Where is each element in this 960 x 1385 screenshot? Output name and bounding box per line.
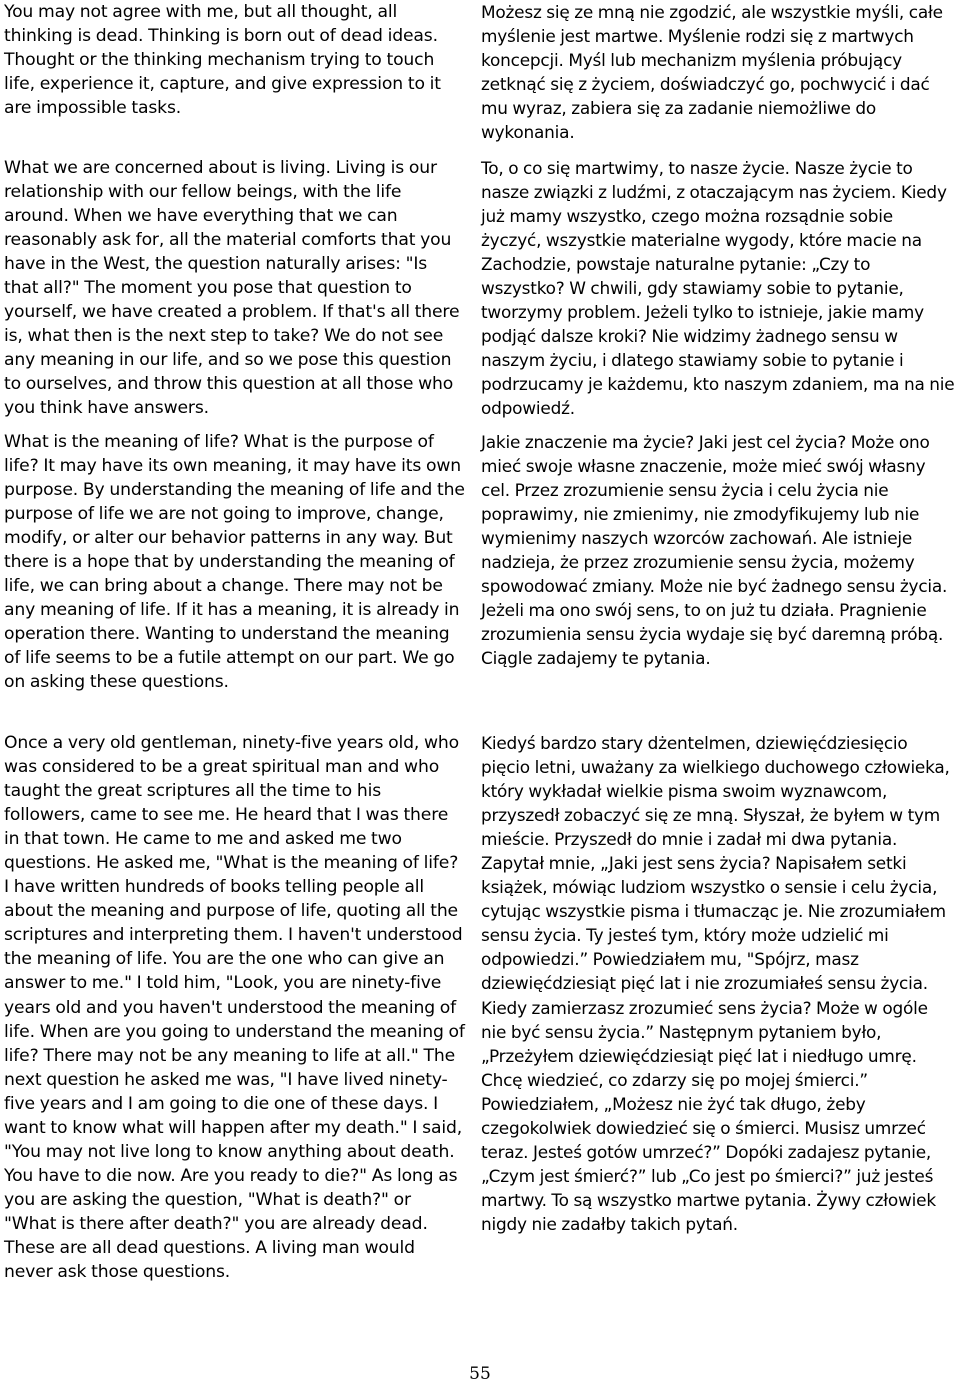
polish-paragraph-3: Jakie znaczenie ma życie? Jaki jest cel życia? Może ono mieć swoje własne znaczenie, może mieć swój własny cel. Przez zrozumienie sensu życia i celu życia nie poprawimy, nie zmienimy, nie zmodyfikujemy lub nie wymienimy naszych wzorców zachowań. Ale istnieje nadzieja, że przez zrozumienie sensu życia, możemy spowodować zmiany. Może nie być żadnego sensu życia. Jeżeli ma ono swój sens, to on już tu działa. Pragnienie zrozumienia sensu życia wydaje się być daremną próbą. Ciągle zadajemy te pytania.	[481, 432, 948, 669]
english-paragraph-1: You may not agree with me, but all thought, all thinking is dead. Thinking is born out of dead ideas. Thought or the thinking mechanism trying to touch life, experience it, capture, and give expression to it are impossible tasks.	[4, 2, 441, 119]
polish-paragraph-1: Możesz się ze mną nie zgodzić, ale wszystkie myśli, całe myślenie jest martwe. Myślenie rodzi się z martwych koncepcji. Myśl lub mechanizm myślenia próbujący zetknąć się z życiem, doświadczyć go, pochwycić i dać mu wyraz, zabiera się za zadanie niemożliwe do wykonania.	[481, 2, 943, 143]
polish-paragraph-2: To, o co się martwimy, to nasze życie. Nasze życie to nasze związki z ludźmi, z otaczającym nas życiem. Kiedy już mamy wszystko, czego można rozsądnie sobie życzyć, wszystkie materialne wygody, które macie na Zachodzie, powstaje naturalne pytanie: „Czy to wszystko? W chwili, gdy stawiamy sobie to pytanie, tworzymy problem. Jeżeli tylko to istnieje, jakie mamy podjąć dalsze kroki? Nie widzimy żadnego sensu w naszym życiu, i dlatego stawiamy sobie to pytanie i podrzucamy je każdemu, kto naszym zdaniem, ma na nie odpowiedź.	[481, 158, 955, 419]
english-paragraph-3: What is the meaning of life? What is the purpose of life? It may have its own meaning, it may have its own purpose. By understanding the meaning of life and the purpose of life we are not going to improve, change, modify, or alter our behavior patterns in any way. But there is a hope that by understanding the meaning of life, we can bring about a change. There may not be any meaning of life. If it has a meaning, it is already in operation there. Wanting to understand the meaning of life seems to be a futile attempt on our part. We go on asking these questions.	[4, 432, 465, 693]
english-paragraph-2: What we are concerned about is living. Living is our relationship with our fellow beings, with the life around. When we have everything that we can reasonably ask for, all the material comforts that you have in the West, the question naturally arises: "Is that all?" The moment you pose that question to yourself, we have created a problem. If that's all there is, what then is the next step to take? We do not see any meaning in our life, and so we pose this question to ourselves, and throw this question at all those who you think have answers.	[4, 158, 460, 419]
page-number: 55	[469, 1364, 491, 1384]
polish-paragraph-4: Kiedyś bardzo stary dżentelmen, dziewięćdziesięcio pięcio letni, uważany za wielkiego duchowego człowieka, który wykładał wielkie pisma swoim wyznawcom, przyszedł zobaczyć się ze mną. Słyszał, że byłem w tym mieście. Przyszedł do mnie i zadał mi dwa pytania. Zapytał mnie, „Jaki jest sens życia? Napisałem setki książek, mówiąc ludziom wszystko o sensie i celu życia, cytując wszystkie pisma i tłumacząc je. Nie zrozumiałem sensu życia. Ty jesteś tym, który może udzielić mi odpowiedzi.” Powiedziałem mu, "Spójrz, masz dziewięćdziesiąt pięć lat i nie zrozumiałeś sensu życia. Kiedy zamierzasz zrozumieć sens życia? Może w ogóle nie być sensu życia.” Następnym pytaniem było, „Przeżyłem dziewięćdziesiąt pięć lat i niedługo umrę. Chcę wiedzieć, co zdarzy się po mojej śmierci.” Powiedziałem, „Możesz nie żyć tak długo, żeby czegokolwiek dowiedzieć się o śmierci. Musisz umrzeć teraz. Jesteś gotów umrzeć?” Dopóki zadajesz pytanie, „Czym jest śmierć?” lub „Co jest po śmierci?” już jesteś martwy. To są wszystko martwe pytania. Żywy człowiek nigdy nie zadałby takich pytań.	[481, 733, 950, 1234]
english-paragraph-4: Once a very old gentleman, ninety-five years old, who was considered to be a great spiritual man and who taught the great scriptures all the time to his followers, came to see me. He heard that I was there in that town. He came to me and asked me two questions. He asked me, "What is the meaning of life? I have written hundreds of books telling people all about the meaning and purpose of life, quoting all the scriptures and interpreting them. I haven't understood the meaning of life. You are the one who can give an answer to me." I told him, "Look, you are ninety-five years old and you haven't understood the meaning of life. When are you going to understand the meaning of life? There may not be any meaning to life at all." The next question he asked me was, "I have lived ninety-five years and I am going to die one of these days. I want to know what will happen after my death." I said, "You may not live long to know anything about death. You have to die now. Are you ready to die?" As long as you are asking the question, "What is death?" or "What is there after death?" you are already dead. These are all dead questions. A living man would never ask those questions.	[4, 733, 465, 1283]
